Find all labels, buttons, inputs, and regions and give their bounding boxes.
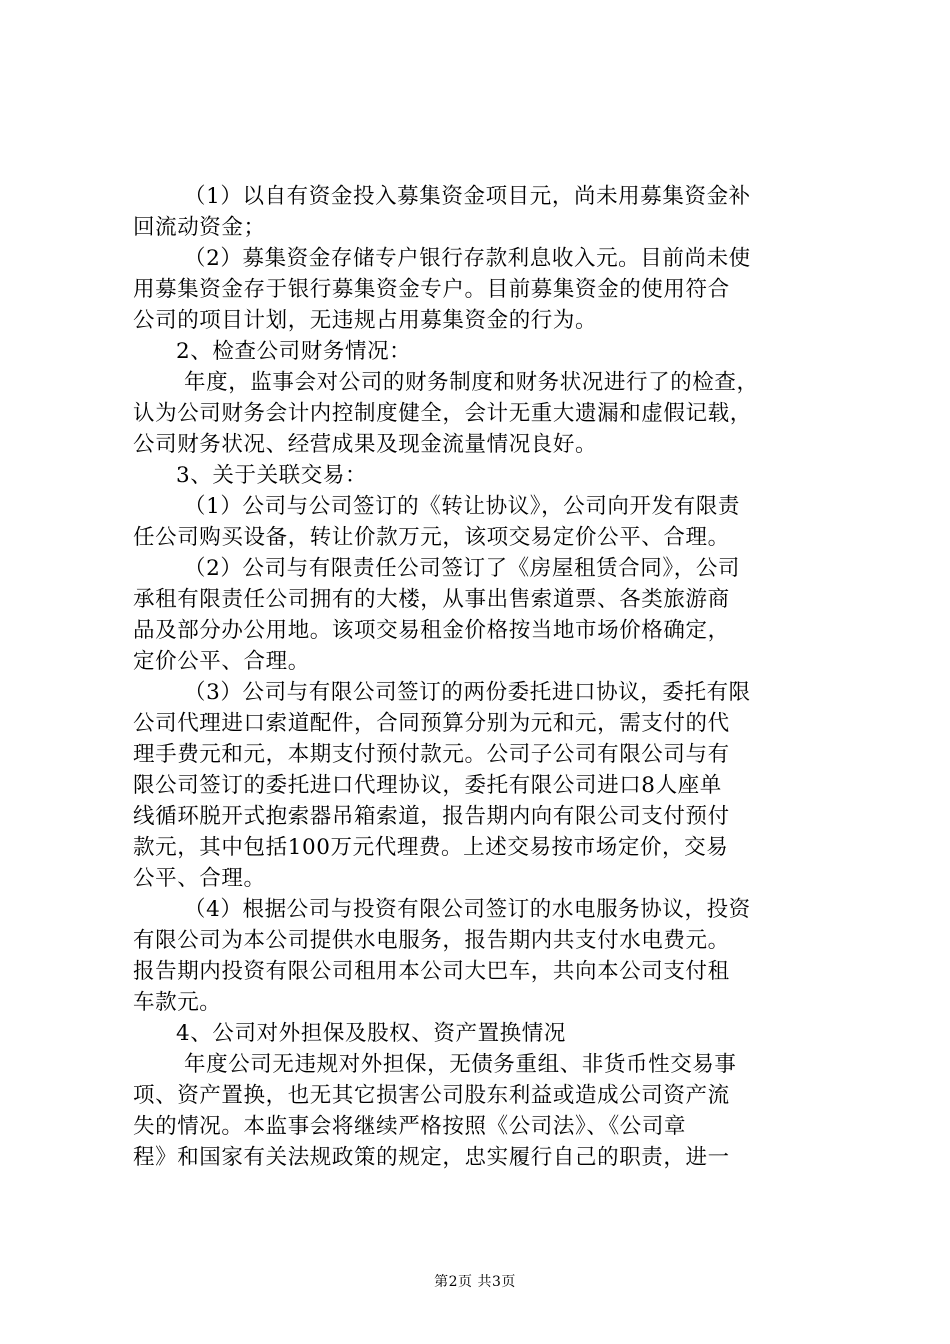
text-line: 回流动资金；	[133, 215, 266, 240]
text-line: 报告期内投资有限公司租用本公司大巴车，共向本公司支付租	[133, 959, 730, 984]
text-line: （3）公司与有限公司签订的两份委托进口协议，委托有限	[184, 680, 751, 705]
text-line: 车款元。	[133, 990, 222, 1015]
text-line: 公司代理进口索道配件，合同预算分别为元和元，需支付的代	[133, 711, 730, 736]
text-line: 年度，监事会对公司的财务制度和财务状况进行了的检查，	[184, 370, 759, 395]
text-line: （1）以自有资金投入募集资金项目元，尚未用募集资金补	[184, 184, 751, 209]
text-line: 款元，其中包括100万元代理费。上述交易按市场定价，交易	[133, 835, 729, 860]
document-body	[133, 181, 833, 1173]
text-line: 公司财务状况、经营成果及现金流量情况良好。	[133, 432, 598, 457]
text-line: 有限公司为本公司提供水电服务，报告期内共支付水电费元。	[133, 928, 730, 953]
text-line: 程》和国家有关法规政策的规定，忠实履行自己的职责，进一	[133, 1145, 730, 1170]
text-line: 认为公司财务会计内控制度健全，会计无重大遗漏和虚假记载，	[133, 401, 752, 426]
text-line: 公司的项目计划，无违规占用募集资金的行为。	[133, 308, 598, 333]
text-line: 任公司购买设备，转让价款万元，该项交易定价公平、合理。	[133, 525, 730, 550]
text-line: （4）根据公司与投资有限公司签订的水电服务协议，投资	[184, 897, 751, 922]
text-line: （2）募集资金存储专户银行存款利息收入元。目前尚未使	[184, 246, 751, 271]
text-line: 3、关于关联交易：	[176, 463, 368, 488]
text-line: （1）公司与公司签订的《转让协议》，公司向开发有限责	[184, 494, 741, 519]
text-line: 承租有限责任公司拥有的大楼，从事出售索道票、各类旅游商	[133, 587, 730, 612]
text-line: （2）公司与有限责任公司签订了《房屋租赁合同》，公司	[184, 556, 741, 581]
text-line: 用募集资金存于银行募集资金专户。目前募集资金的使用符合	[133, 277, 730, 302]
text-line: 2、检查公司财务情况：	[176, 339, 412, 364]
text-line: 失的情况。本监事会将继续严格按照《公司法》、《公司章	[133, 1114, 687, 1139]
text-line: 品及部分办公用地。该项交易租金价格按当地市场价格确定，	[133, 618, 730, 643]
text-line: 4、公司对外担保及股权、资产置换情况	[176, 1021, 566, 1046]
text-line: 公平、合理。	[133, 866, 266, 891]
text-line: 线循环脱开式抱索器吊箱索道，报告期内向有限公司支付预付	[133, 804, 730, 829]
page-footer: 第2页 共3页	[434, 1274, 516, 1290]
text-line: 理手费元和元，本期支付预付款元。公司子公司有限公司与有	[133, 742, 730, 767]
text-line: 限公司签订的委托进口代理协议，委托有限公司进口8人座单	[133, 773, 722, 798]
text-line: 定价公平、合理。	[133, 649, 310, 674]
text-line: 项、资产置换，也无其它损害公司股东利益或造成公司资产流	[133, 1083, 730, 1108]
text-line: 年度公司无违规对外担保，无债务重组、非货币性交易事	[184, 1052, 737, 1077]
